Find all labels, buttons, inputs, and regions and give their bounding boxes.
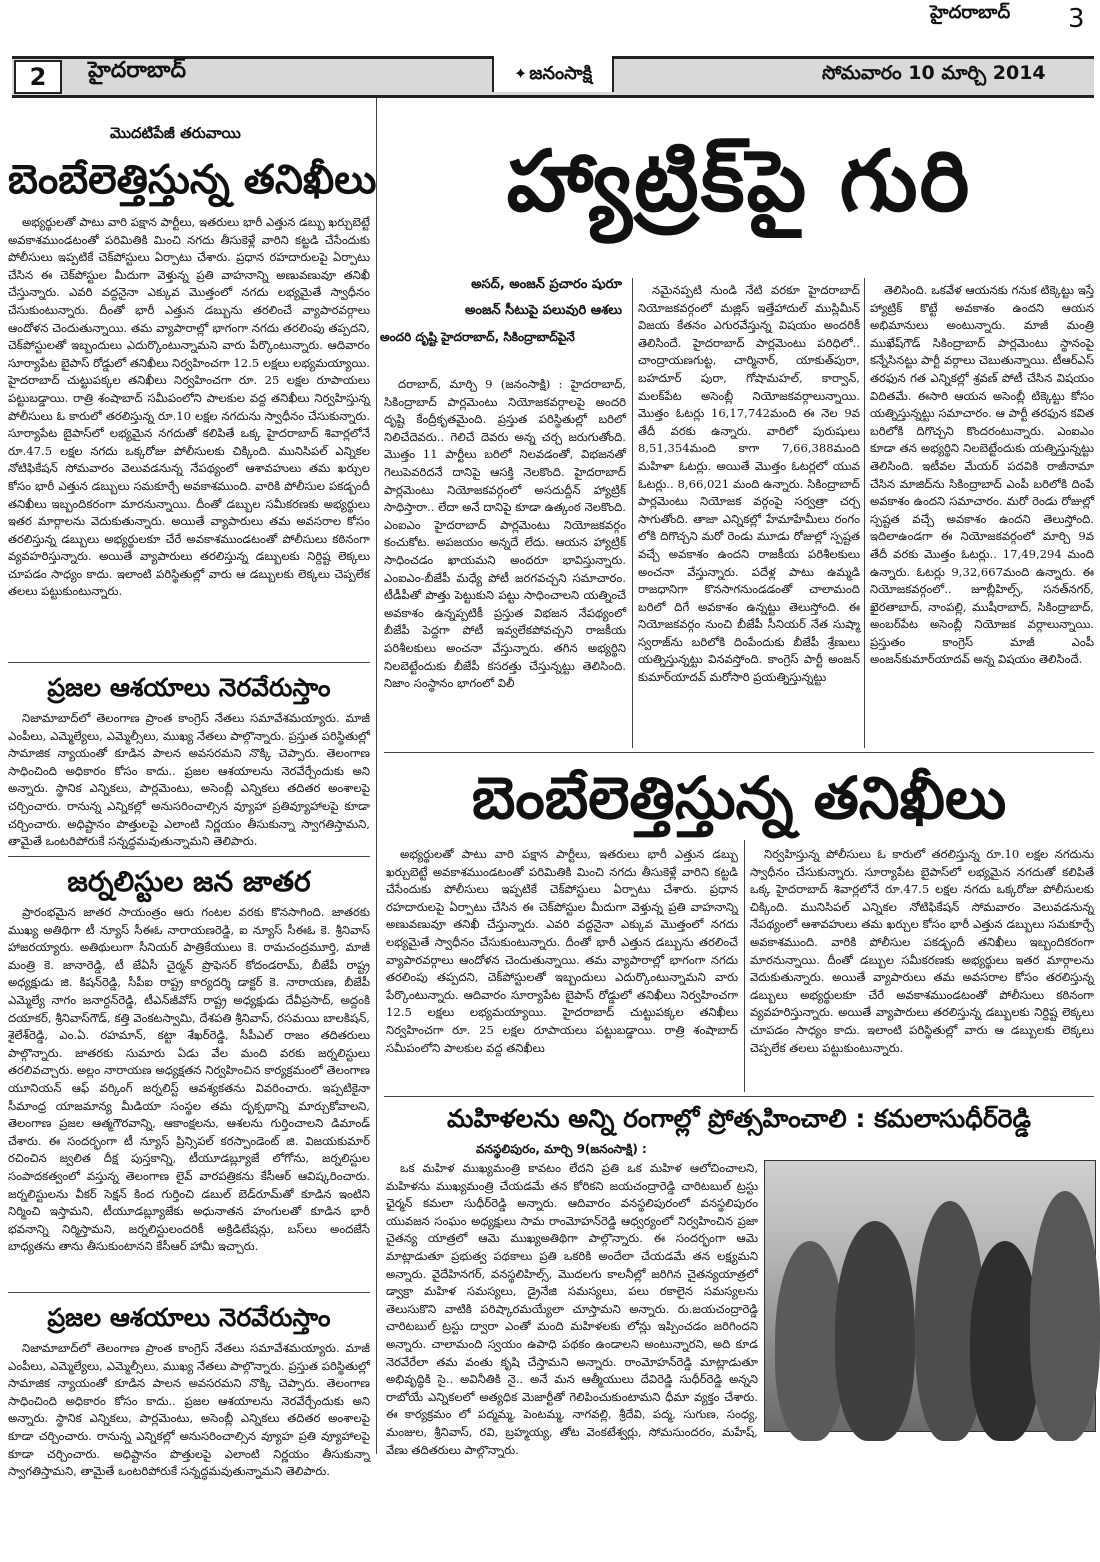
second-story-headline: బెంబేలెత్తిస్తున్న తనిఖీలు	[471, 764, 1007, 832]
section3-body	[8, 1340, 370, 1479]
third-story-headline: మహిళలను అన్ని రంగాల్లో ప్రోత్సహించాలి : కమలాసుధీర్‌రెడ్డి	[447, 1104, 1031, 1133]
photo-figure	[1030, 1191, 1100, 1441]
column-rule	[744, 840, 745, 1092]
left-story-headline: బెంబేలెత్తిస్తున్న తనిఖీలు	[8, 157, 377, 203]
section1-headline: ప్రజల ఆశయాలు నెరవేరుస్తాం	[47, 673, 331, 702]
section1-body	[8, 710, 370, 854]
third-story-dateline: వనస్థలిపురం, మార్చి 9(జనంసాక్షి) :	[476, 1142, 647, 1156]
header-date: సోమవారం 10 మార్చి 2014	[822, 62, 1046, 84]
main-story-col1-text: దరాబాద్, మార్చి 9 (జనంసాక్షి) : హైదరాబాద్, సికింద్రాబాద్ పార్లమెంటు నియోజకవర్గాలపై అందరి దృష్టి కేంద్రీకృతమైంది. ప్రస్తుత పరిస్థితుల్లో బరిలో నిలిచేదెవరు.. గెలిచే దెవరు అన్న చర్చ జరుగుతోంది. మొత్తం 11 పార్టీలు బరిలో నిలవడంతో, విభజనతో గెలుపెవరిదనే దానిపై ఆసక్తి నెలకొంది. హైదరాబాద్ పార్లమెంటు నియోజకవర్గంలో అసదుద్దీన్ హ్యాట్రిక్ సాధిస్తారా.. లేదా అనే దానిపై కూడా ఉత్కంఠ నెలకొంది. ఎంఐఎం హైదరాబాద్ పార్లమెంటు నియోజకవర్గం కంచుకోట. అపజయం అన్నదే లేదు. ఆయన హ్యాట్రిక్ సాధించడం ఖాయమని అందరూ భావిస్తున్నారు. ఎంఐఎం-బీజేపీ మధ్యే పోటీ జరగవచ్చని సమాచారం. టీడీపీతో పొత్తు పెట్టుకుని పట్టు సాధించాలని యత్నించే అవకాశం ఉన్నప్పటికీ ప్రస్తుత విభజన నేపథ్యంలో బీజేపీ పెద్దగా పోటీ ఇవ్వలేకపోవచ్చని రాజకీయ పరిశీలకులు అంచనా వేస్తున్నారు. తగిన అభ్యర్థిని నిలబెట్టేందుకు బీజేపీ కసరత్తు చేస్తున్నట్టు తెలిసింది. నిజాం సంస్థానం భాగంలో విలీ	[384, 377, 626, 691]
photo-figure	[835, 1221, 915, 1441]
folio-page-number: 3	[1068, 4, 1085, 34]
page-number-box: 2	[14, 60, 62, 94]
column-rule	[376, 98, 377, 1454]
second-story-col1	[386, 846, 738, 1092]
main-story-deck	[380, 272, 622, 350]
column-rule	[864, 278, 865, 748]
main-story-col1	[384, 376, 626, 748]
deck-line: అంజన్ సీటుపై పలువురి ఆశలు	[465, 303, 622, 318]
main-story-col2-text: నమైనప్పటి నుండి నేటి వరకూ హైదరాబాద్ నియోజకవర్గంలో మజ్లిస్ ఇత్తేహాదుల్ ముస్లిమీన్ విజయ కేతనం ఎగురవేస్తున్న విషయం అందరికీ తెలిసిందే. హైదరాబాద్ పార్లమెంటు పరిధిలో.. చాంద్రాయణగుట్ట, చార్మినార్, యాకుత్‌పురా, బహదూర్ పురా, గోషామహల్, కార్వాన్, మలక్‌పేట అసెంబ్లీ నియోజకవర్గాలున్నాయి. మొత్తం ఓటర్లు 16,17,742మంది ఈ నెల 9వ తేదీ వరకు ఉన్నారు. వారిలో పురుషులు 8,51,354మంది కాగా 7,66,388మంది మహిళా ఓటర్లు. అయితే మొత్తం ఓటర్లలో యువ ఓటర్లు.. 8,66,021 మంది ఉన్నారు. సికింద్రాబాద్ పార్లమెంటు నియోజక వర్గంపై సర్వత్రా చర్చ సాగుతోంది. తాజా ఎన్నికల్లో హేమాహేమీలు రంగం లోకి దిగొచ్చని మరో రెండు మూడు రోజుల్లో స్పష్టత వచ్చే అవకాశం ఉందని రాజకీయ పరిశీలకులు అంచనా వేస్తున్నారు. పదేళ్ల పాటు ఉమ్మడి రాజధానిగా కొనసాగనుండడంతో చాలామంది బరిలో దిగే అవకాశం ఉన్నట్టు తెలుస్తోంది. ఈ నియోజకవర్గం నుంచి బీజేపీ సీనియర్ నేత సుష్మా స్వరాజ్‌ను బరిలోకి దింపేందుకు బీజేపీ శ్రేణులు యత్నిస్తున్నట్టు వినవస్తోంది. కాంగ్రెస్ పార్టీ అంజన్ కుమార్‌యాదవ్ మరోసారి ప్రయత్నిస్తున్నట్టు	[638, 283, 860, 685]
left-story-kicker: మొదటిపేజీ తరువాయి	[110, 124, 241, 142]
main-story-col3	[870, 282, 1094, 748]
section3-text: నిజామాబాద్‌లో తెలంగాణ ప్రాంత కాంగ్రెస్ నేతలు సమావేశమయ్యారు. మాజీ ఎంపీలు, ఎమ్మెల్యేలు, ఎమ్మెల్సీలు, ముఖ్య నేతలు పాల్గొన్నారు. ప్రస్తుత పరిస్థితుల్లో సామాజిక న్యాయంతో కూడిన పాలన అవసరమని నొక్కి చెప్పారు. తెలంగాణ సాధించింది అధికారం కోసం కాదు.. ప్రజల ఆశయాలను నెరవేర్చేందుకు అని అన్నారు. స్థానిక ఎన్నికలు, పార్లమెంటు, అసెంబ్లీ ఎన్నికలు తదితర అంశాలపై కూడా చర్చించారు. రానున్న ఎన్నికల్లో అనుసరించాల్సిన వ్యూహ ప్రతి వ్యూహాలపై కూడా చర్చించారు. అధిష్టానం పొత్తులపై ఎలాంటి నిర్ణయం తీసుకున్నా స్వాగతిస్తామని, తామైతే ఒంటరిపోరుకే సన్నద్ధమవుతున్నామని తెలిపారు.	[8, 1341, 370, 1479]
column-rule	[632, 278, 633, 748]
section1-text: నిజామాబాద్‌లో తెలంగాణ ప్రాంత కాంగ్రెస్ నేతలు సమావేశమయ్యారు. మాజీ ఎంపీలు, ఎమ్మెల్యేలు, ఎమ్మెల్సీలు, ముఖ్య నేతలు పాల్గొన్నారు. ప్రస్తుత పరిస్థితుల్లో సామాజిక న్యాయంతో కూడిన పాలన అవసరమని నొక్కి చెప్పారు. తెలంగాణ సాధించింది అధికారం కోసం కాదు.. ప్రజల ఆశయాలను నెరవేర్చేందుకు అని అన్నారు. స్థానిక ఎన్నికలు, పార్లమెంటు, అసెంబ్లీ ఎన్నికలు తదితర అంశాలపై చర్చించారు. రానున్న ఎన్నికల్లో అనుసరించాల్సిన వ్యూహా ప్రతివ్యూహాలపై కూడా చర్చించారు. అధిష్టానం పొత్తులపై ఎలాంటి నిర్ణయం తీసుకున్నా స్వాగతిస్తామని, తామైతే ఒంటరిపోరుకే సన్నద్ధమవుతున్నామని తెలిపారు.	[8, 711, 370, 849]
logo-text: జనంసాక్షి	[529, 63, 593, 84]
second-story-col2	[750, 846, 1094, 1092]
news-photo	[764, 1160, 1096, 1432]
main-story-col3-text: తెలిసింది. ఒకవేళ ఆయనకు గనుక టిక్కెట్టు ఇస్తే హ్యాట్రిక్ కొట్టే అవకాశం ఉందని ఆయన అభిమానులు అంటున్నారు. మాజీ మంత్రి ముఖేష్‌గౌడ్ సికింద్రాబాద్ పార్లమెంటు స్థానంపై కన్నేసినట్టు పార్టీ వర్గాలు చెబుతున్నాయి. టీఆర్ఎస్ తరఫున గత ఎన్నికల్లో శ్రవణ్ పోటీ చేసిన విషయం విదితమే. ఈసారి ఆయన అసెంబ్లీ టిక్కెట్టు కోసం యత్నిస్తున్నట్టు సమాచారం. ఆ పార్టీ తరఫున కవిత బరిలోకి దిగొచ్చని కొందరంటున్నారు. ఎంఐఎం కూడా తన అభ్యర్థిని నిలబెట్టేందుకు యత్నిస్తున్నట్టు తెలిసింది. ఇటీవల మేయర్ పదవికి రాజీనామా చేసిన మాజిద్‌ను సికింద్రాబాద్ ఎంపీ బరిలోకి దింపే అవకాశం ఉందని సమాచారం. మరో రెండు రోజుల్లో స్పష్టత వచ్చే అవకాశం ఉందని తెలుస్తోంది. ఇదిలాఉండగా ఈ నియోజకవర్గంలో మార్చి 9వ తేదీ వరకు మొత్తం ఓటర్లు.. 17,49,294 మంది ఉన్నారు. ఓటర్లు 9,32,667మంది ఉన్నారు. ఈ నియోజకవర్గంలో.. జూబ్లీహిల్స్, సనత్‌నగర్, ఖైరతాబాద్, నాంపల్లి, ముషీరాబాద్, సికింద్రాబాద్, అంబర్‌పేట అసెంబ్లీ నియోజక వర్గాలున్నాయి. ప్రస్తుతం కాంగ్రెస్ మాజీ ఎంపీ అంజన్‌కుమార్‌యాదవ్ అన్న విషయం తెలిసిందే.	[870, 283, 1094, 667]
masthead-logo	[492, 56, 614, 92]
second-story-col2-text: నిర్వహిస్తున్న పోలీసులు ఓ కారులో తరలిస్తున్న రూ.10 లక్షల నగదును స్వాధీనం చేసుకున్నారు. సూర్యాపేట బైపాస్‌లో లభ్యమైన నగదుతో కలిపితే ఒక్క హైదరాబాద్ శివార్లలోనే రూ.47.5 లక్షల నగదు ఒక్కరోజు పోలీసులకు చిక్కింది. మునిసిపల్ ఎన్నికల నోటిఫికేషన్ సోమవారం వెలువడనున్న నేపథ్యంలో ఆశావహులు తమ ఖర్చుల కోసం భారీ ఎత్తున డబ్బులు సమకూర్చే అవకాశముంది. వారికి పోలీసుల పకడ్బందీ తనిఖీలు ఇబ్బందికరంగా మారనున్నాయి. దీంతో డబ్బుల సమీకరణకు అభ్యర్థులు ఇతర మార్గాలను వెదుకుతున్నారు. అయితే వ్యాపారులు తమ అవసరాల కోసం తరలిస్తున్న డబ్బులు అభ్యర్థులకూ చేరే అవకాశముండటంతో పోలీసులు కఠినంగా వ్యవహరిస్తున్నారు. అయితే వ్యాపారులు తరలిస్తున్న డబ్బులకు నిర్దిష్ట లెక్కలు చూపడం సాధ్యం కాదు. ఇలాంటి పరిస్థితుల్లో వారు ఆ డబ్బులకు లెక్కలు చెప్పలేక తలలు పట్టుకుంటున్నారు.	[750, 847, 1094, 1055]
deck-line: అందరి దృష్టి హైదరాబాద్, సికింద్రాబాద్‌పైనే	[380, 330, 575, 344]
section2-text: ప్రారంభమైన జాతర సాయంత్రం ఆరు గంటల వరకు కొనసాగింది. జాతరకు ముఖ్య అతిథిగా టీ న్యూస్ సీఈఓ నారాయణరెడ్డి, ఐ న్యూస్ సీఈఓ కె. శ్రీనివాస్ హాజరయ్యారు. అతిథులుగా సీనియర్ పాత్రికేయులు కె. రామచంద్రమూర్తి, మాజీ మంత్రి కె. జానారెడ్డి, టీ జేఏసీ చైర్మన్ ప్రొఫెసర్ కోదండరామ్, బీజేపీ రాష్ట్ర అధ్యక్షుడు జి. కిషన్‌రెడ్డి, సీపీఐ రాష్ట్ర కార్యదర్శి డాక్టర్ కె. నారాయణ, బీజేపీ ఎమ్మెల్యే నాగం జనార్దన్‌రెడ్డి, టీఎన్‌జీవోస్ రాష్ట్ర అధ్యక్షుడు దేవీప్రసాద్, అద్దంకి దయాకర్, శ్రీనివాస్‌గౌడ్, కత్తి వెంకటస్వామి, దేశపతి శ్రీనివాస్, రసమయి బాలకిషన్, శైలేశ్‌రెడ్డి, ఎం.ఏ. రహమాన్, కట్టా శేఖర్‌రెడ్డి, సీపీఎల్ రాజం తదితరులు పాల్గొన్నారు. జాతరకు సుమారు ఏడు వేల మంది వరకు జర్నలిస్టులు తరలివచ్చారు. అల్లం నారాయణ అధ్యక్షతన నిర్వహించిన కార్యక్రమంలో తెలంగాణ యూనియన్ ఆఫ్ వర్కింగ్ జర్నలిస్ట్ ఆవశ్యకతను వివరించారు. ఇప్పటికైనా సీమాంధ్ర యాజమాన్య మీడియా సంస్థల తమ దృక్పథాన్ని మార్చుకోవాలని, తెలంగాణ ప్రజల ఆత్మగౌరవాన్ని, ఆకాంక్షలను, ఆశలను గుర్తించాలని డిమాండ్ చేశారు. ఈ సందర్భంగా టీ న్యూస్ ప్రిన్సిపల్ కరస్పాండెంట్ జి. విజయకుమార్ రచించిన జ్వలిత దీక్ష పుస్తకాన్ని, టీయూడబ్ల్యూజే లోగోను, జర్నలిస్టుల సంపాదకత్వంలో వస్తున్న తెలంగాణ లైవ్ వారపత్రికను కేసీఆర్ ఆవిష్కరించారు. జర్నలిస్టులను వీకర్ సెక్షన్ కింద గుర్తించి డబుల్ బెడ్‌రూమ్‌తో కూడిన ఇంటిని నిర్మించి ఇస్తామని, టీయూడబ్ల్యూజేకు అధునాతన హంగులతో కూడిన భారీ భవనాన్ని నిర్మిస్తామని, జర్నలిస్టులందరికీ అక్రిడిటేషన్లు, బస్‌లు అందజేసే బాధ్యతను తాను తీసుకుంటానని కేసీఆర్ హామీ ఇచ్చారు.	[8, 905, 370, 1254]
main-story-col2	[638, 282, 860, 748]
left-story-body	[8, 214, 370, 660]
left-story-text: అభ్యర్థులతో పాటు వారి పక్షాన పార్టీలు, ఇతరులు భారీ ఎత్తున డబ్బు ఖర్చుబెట్టే అవకాశముండటంతో పరిమితికి మించి నగదు తీసుకెళ్లే వారిని కట్టడి చేసేందుకు పోలీసులు ఇప్పటికే చెక్‌పోస్టులు ఏర్పాటు చేశారు. ప్రధాన రహదారులపై ఏర్పాటు చేసిన ఈ చెక్‌పోస్టుల మీదుగా వెళ్తున్న ప్రతి వాహనాన్ని అణువణువూ తనిఖీ చేస్తున్నారు. ఎవరి వద్దనైనా ఎక్కువ మొత్తంలో నగదు లభ్యమైతే స్వాధీనం చేసుకుంటున్నారు. దీంతో భారీ ఎత్తున డబ్బును తరలించే వ్యాపారవర్గాలు ఆందోళన చెందుతున్నాయి. తమ వ్యాపారాల్లో భాగంగా నగదు తరలింపు తప్పదని, చెక్‌పోస్టులతో ఇబ్బందులు ఎదుర్కొంటున్నామని వారు పేర్కొంటున్నారు. ఆదివారం సూర్యాపేట బైపాస్ రోడ్డులో తనిఖీలు నిర్వహించగా 12.5 లక్షలు లభ్యమయ్యాయి. హైదరాబాద్ చుట్టుపక్కల తనిఖీలు నిర్వహించగా రూ. 25 లక్షల రూపాయలు పట్టుబడ్డాయి. రాత్రి శంషాబాద్ సమీపంలోని పాలకుల వద్ద తనిఖీలు నిర్వహిస్తున్న పోలీసులు ఓ కారులో తరలిస్తున్న రూ.10 లక్షల నగదును స్వాధీనం చేసుకున్నారు. సూర్యాపేట బైపాస్‌లో లభ్యమైన నగదుతో కలిపితే ఒక్క హైదరాబాద్ శివార్లలోనే రూ.47.5 లక్షల నగదు ఒక్కరోజు పోలీసులకు చిక్కింది. మునిసిపల్ ఎన్నికల నోటిఫికేషన్ సోమవారం వెలువడనున్న నేపథ్యంలో ఆశావహులు తమ ఖర్చుల కోసం భారీ ఎత్తున డబ్బులు సమకూర్చే అవకాశముంది. వారికి పోలీసుల పకడ్బందీ తనిఖీలు ఇబ్బందికరంగా మారనున్నాయి. దీంతో డబ్బుల సమీకరణకు అభ్యర్థులు ఇతర మార్గాలను వెదుకుతున్నారు. అయితే వ్యాపారులు తమ అవసరాల కోసం తరలిస్తున్న డబ్బులు అభ్యర్థులకూ చేరే అవకాశముండటంతో పోలీసులు కఠినంగా వ్యవహరిస్తున్నారు. అయితే వ్యాపారులు తరలిస్తున్న డబ్బులకు నిర్దిష్ట లెక్కలు చూపడం సాధ్యం కాదు. ఇలాంటి పరిస్థితుల్లో వారు ఆ డబ్బులకు లెక్కలు చెప్పలేక తలలు పట్టుకుంటున్నారు.	[8, 215, 370, 599]
section2-headline: జర్నలిస్టుల జన జాతర	[67, 865, 311, 898]
third-story-text: ఒక మహిళ ముఖ్యమంత్రి కావటం లేదని ప్రతి ఒక మహిళ ఆలోచించాలని, మహిళను ముఖ్యమంత్రి చేయడమే తన కోరికని జయచంద్రారెడ్డి చారిటబుల్ ట్రస్టు ఛైర్మన్ కమలా సుధీర్‌రెడ్డి అన్నారు. ఆదివారం వనస్థలిపురంలో వనస్థలిపురం యువజన సంఘం అధ్యక్షులు సామ రాంమోహన్‌రెడ్డి ఆధ్వర్యంలో నిర్వహించిన ప్రజా చైతన్య యాత్రలో ఆమె ముఖ్యఅతిథిగా పాల్గొన్నారు. ఈ సందర్భంగా ఆమె మాట్లాడుతూ ప్రభుత్వ పథకాలు ప్రతి ఒకరికి అందేలా చేయడమే తన లక్ష్యమని అన్నారు. వైదేహినగర్, వనస్థలిహిల్స్, మొదలగు కాలనీల్లో జరిగిన చైతన్యయాత్రలో డ్వాక్రా మహిళ సమస్యలు, డ్రైనేజి సమస్యలు, పలు రకాలైన సమస్యలను తెలుసుకొని వాటికి పరిష్కారమయ్యేలా చూస్తామని అన్నారు. రు.జయచంద్రారెడ్డి చారిటబుల్ ట్రస్టు ద్వారా ఎంతో మంది మహిళలకు లోన్లు ఇప్పించడం జరిగిందని అన్నారు. చాలామంది స్వయం ఉపాధి పథకం ఉండాలని అంటున్నారని, అది కూడ నెరవేరేలా తమ వంతు కృషి చేస్తామని అన్నారు. రాంమోహన్‌రెడ్డి మాట్లాడుతూ అభివృద్ధికి సై.. అవినీతికి నై.. అనే మన ఆత్మీయులు దేవిరెడ్డి సుధీర్‌రెడ్డి అన్నని రాబోయే ఎన్నికలలో అత్యధిక మెజార్టీతో గెలిపించుకుంటామని ధీమా వ్యక్తం చేశారు. ఈ కార్యక్రమం లో పద్మమ్మ, పెంటమ్మ, నాగవల్లి, శ్రీదేవి, పద్మ, సుగుణ, సంధ్య, మంజుల, శ్రీనివాస్, రవి, బ్రహ్మయ్య, తోట వెంకటేశ్వర్లు, సోమసుందరం, మహేష్, వేణు తదితరులు పాల్గొన్నారు.	[386, 1161, 758, 1457]
section3-headline: ప్రజల ఆశయాలు నెరవేరుస్తాం	[47, 1303, 331, 1332]
logo-icon: ✦	[513, 64, 528, 83]
main-story-headline: హ్యాట్రిక్‌పై గురి	[506, 132, 972, 230]
header-city: హైదరాబాద్	[88, 58, 186, 83]
section2-body	[8, 904, 370, 1290]
folio-city: హైదరాబాద్	[930, 2, 1011, 23]
deck-line: అసద్, అంజన్ ప్రచారం షురూ	[471, 277, 622, 292]
section-rule	[384, 752, 1094, 753]
third-story-body	[386, 1160, 758, 1457]
section-rule	[384, 1096, 1094, 1097]
section-rule	[8, 1292, 370, 1293]
section-rule	[8, 856, 370, 857]
second-story-col1-text: అభ్యర్థులతో పాటు వారి పక్షాన పార్టీలు, ఇతరులు భారీ ఎత్తున డబ్బు ఖర్చుబెట్టే అవకాశముండటంతో పరిమితికి మించి నగదు తీసుకెళ్లే వారిని కట్టడి చేసేందుకు పోలీసులు ఇప్పటికే చెక్‌పోస్టులు ఏర్పాటు చేశారు. ప్రధాన రహదారులపై ఏర్పాటు చేసిన ఈ చెక్‌పోస్టుల మీదుగా వెళ్తున్న ప్రతి వాహనాన్ని అణువణువూ తనిఖీ చేస్తున్నారు. ఎవరి వద్దనైనా ఎక్కువ మొత్తంలో నగదు లభ్యమైతే స్వాధీనం చేసుకుంటున్నారు. దీంతో భారీ ఎత్తున డబ్బును తరలించే వ్యాపారవర్గాలు ఆందోళన చెందుతున్నాయి. తమ వ్యాపారాల్లో భాగంగా నగదు తరలింపు తప్పదని, చెక్‌పోస్టులతో ఇబ్బందులు ఎదుర్కొంటున్నామని వారు పేర్కొంటున్నారు. ఆదివారం సూర్యాపేట బైపాస్ రోడ్డులో తనిఖీలు నిర్వహించగా 12.5 లక్షలు లభ్యమయ్యాయి. హైదరాబాద్ చుట్టుపక్కల తనిఖీలు నిర్వహించగా రూ. 25 లక్షల రూపాయలు పట్టుబడ్డాయి. రాత్రి శంషాబాద్ సమీపంలోని పాలకుల వద్ద తనిఖీలు	[386, 847, 738, 1055]
section-rule	[8, 662, 370, 663]
